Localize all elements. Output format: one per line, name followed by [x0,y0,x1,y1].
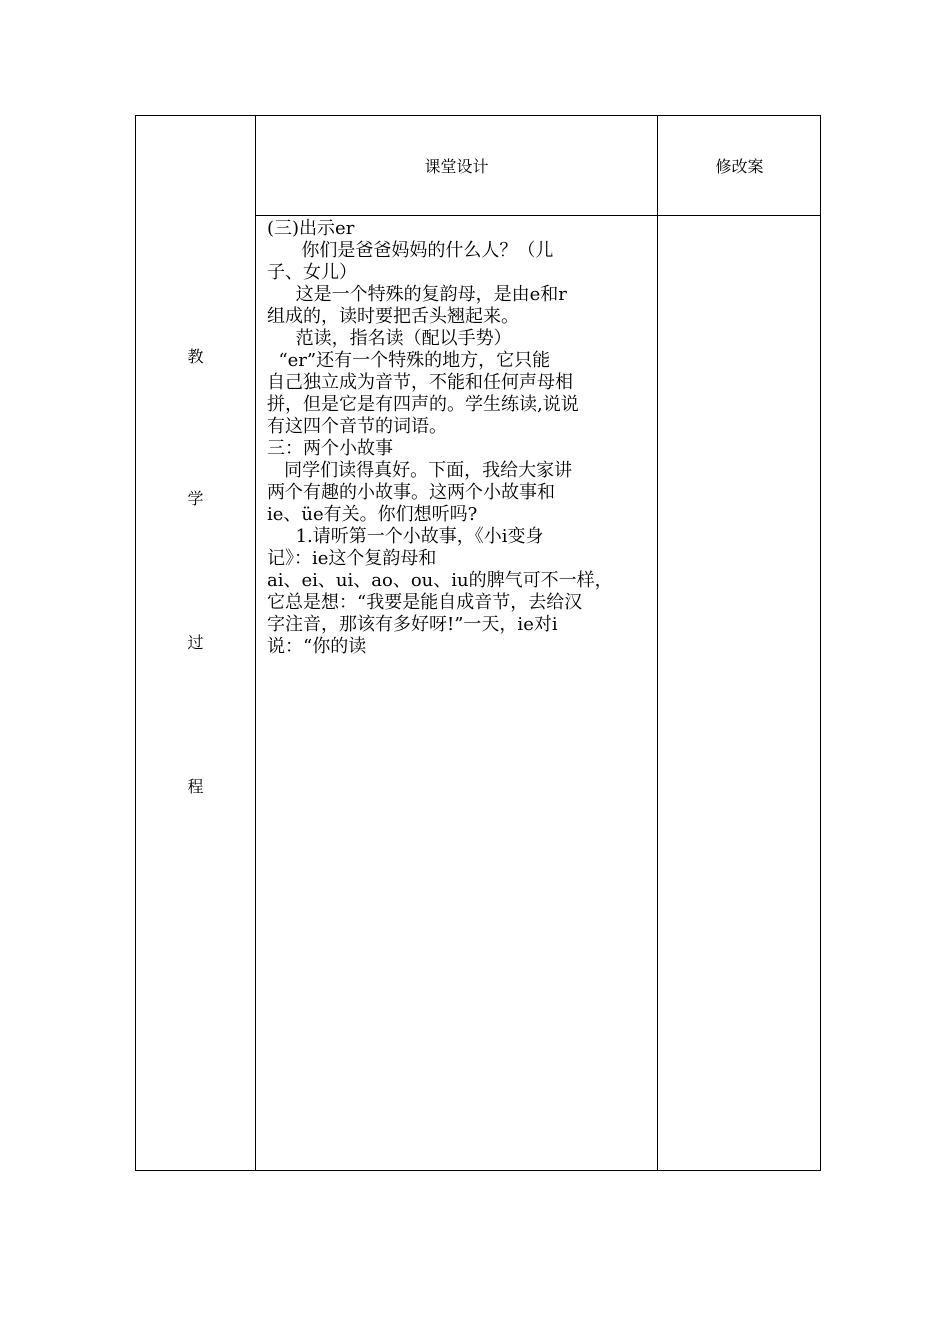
header-class-design: 课堂设计 [424,157,489,176]
content-line: 拼，但是它是有四声的。学生练读,说说 [267,394,579,415]
content-line: ie、üe有关。你们想听吗? [267,504,478,525]
content-line: 组成的，读时要把舌头翘起来。 [267,306,519,327]
class-design-content [267,218,655,658]
content-line: 有这四个音节的词语。 [267,416,447,437]
content-line: 两个有趣的小故事。这两个小故事和 [267,482,555,503]
content-line: 它总是想：“我要是能自成音节，去给汉 [267,592,583,613]
content-line: “er”还有一个特殊的地方，它只能 [267,350,551,371]
column-divider-left [255,116,256,1170]
lesson-plan-table [135,115,821,1171]
content-line: 1.请听第一个小故事，《小i变身 [267,526,544,547]
content-line: 三：两个小故事 [267,438,393,459]
content-line: 这是一个特殊的复韵母，是由e和r [267,284,567,305]
left-label-char: 教 [187,347,204,366]
content-line: 记》：ie这个复韵母和 [267,548,437,569]
column-divider-right [657,116,658,1170]
content-line: 子、女儿） [267,262,357,283]
content-line: 同学们读得真好。下面，我给大家讲 [267,460,573,481]
content-line: 你们是爸爸妈妈的什么人？（儿 [267,240,554,261]
header-row-divider [255,215,820,216]
content-line: 范读，指名读（配以手势） [267,328,512,349]
content-line: 自己独立成为音节，不能和任何声母相 [267,372,573,393]
left-label-char: 程 [187,777,204,796]
content-line: (三)出示er [267,218,355,239]
left-label-char: 过 [187,633,204,652]
header-revision: 修改案 [715,157,764,176]
content-line: 说：“你的读 [267,636,367,657]
left-label-char: 学 [187,489,204,508]
content-line: ai、ei、ui、ao、ou、iu的脾气可不一样， [267,570,613,591]
content-line: 字注音，那该有多好呀!”一天，ie对i [267,614,558,635]
